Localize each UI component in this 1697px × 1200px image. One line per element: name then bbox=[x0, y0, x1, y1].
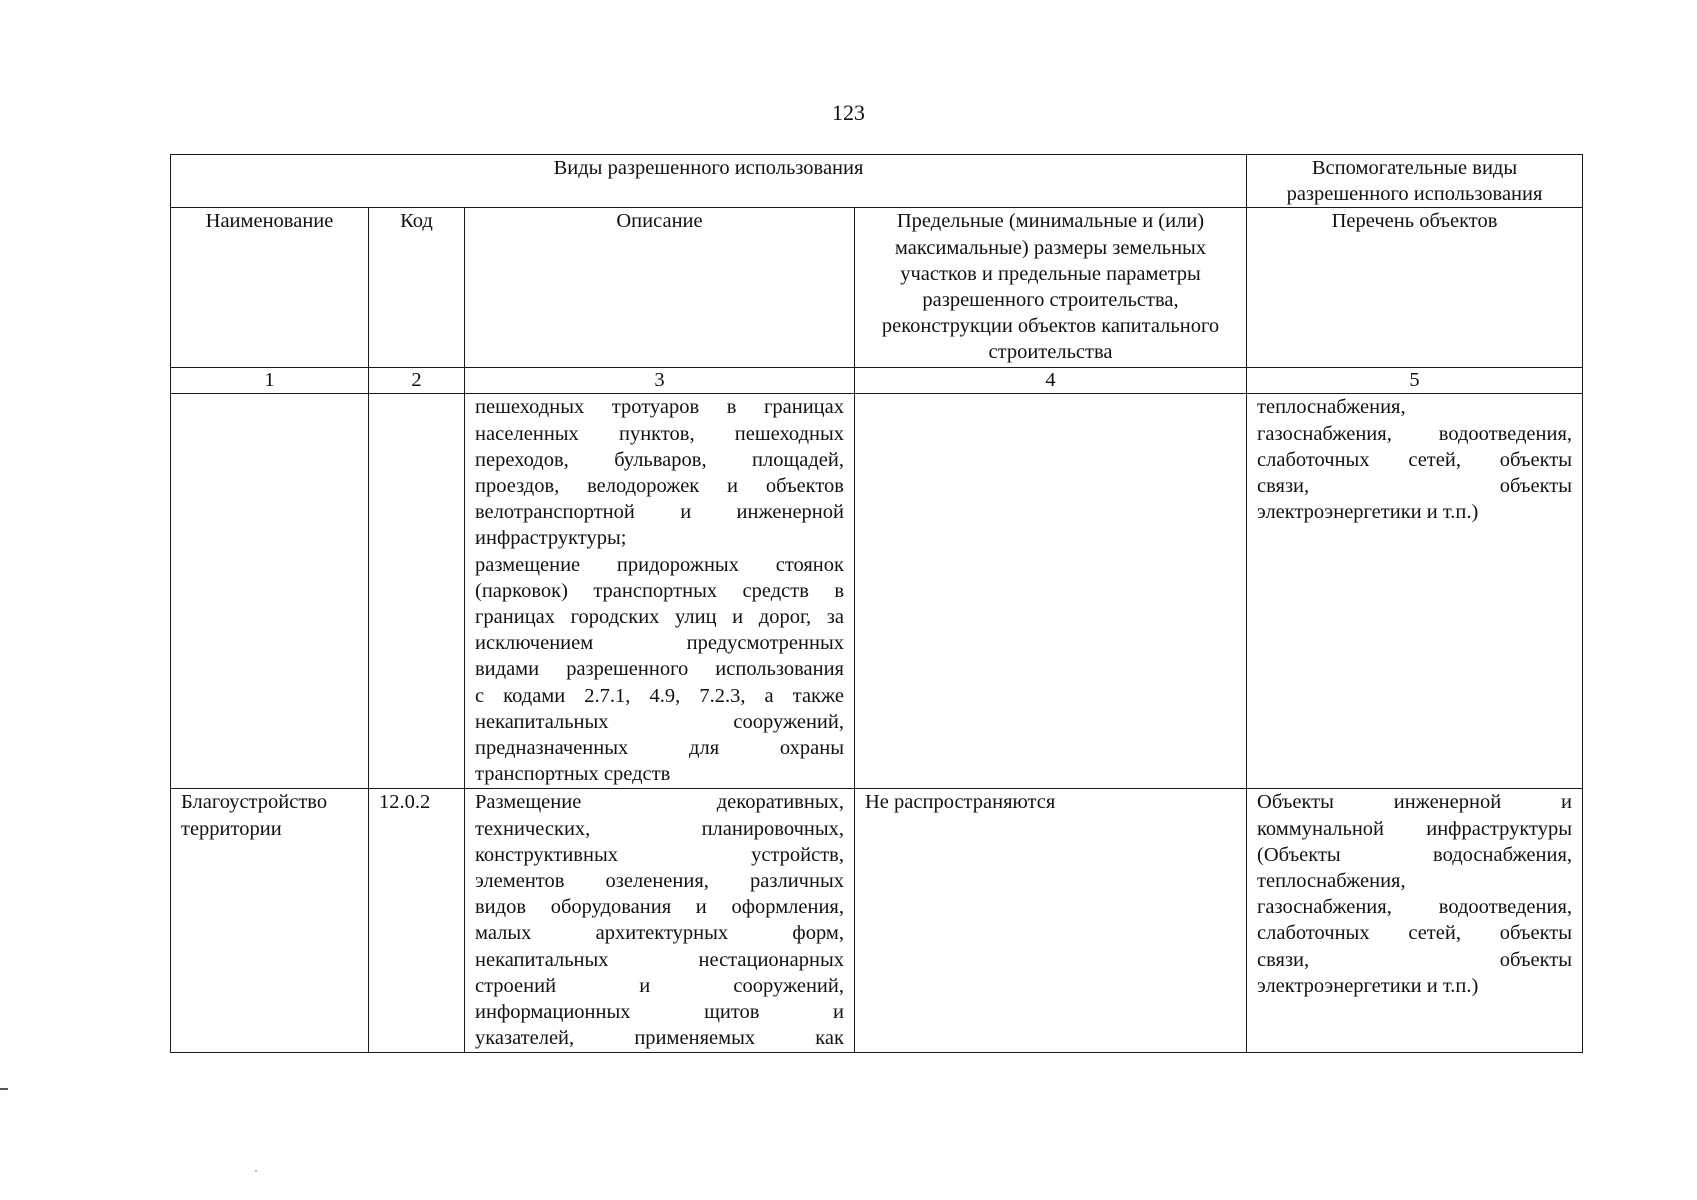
description-line: транспортных средств bbox=[475, 763, 671, 786]
description-line: переходов, бульваров, площадей, bbox=[475, 448, 844, 471]
description-line: населенных пунктов, пешеходных bbox=[475, 422, 844, 445]
scan-speck bbox=[255, 1170, 257, 1172]
description-line: технических, планировочных, bbox=[475, 817, 844, 840]
row-objects-cell bbox=[1247, 394, 1583, 789]
objects-line: слаботочных сетей, объекты bbox=[1257, 448, 1573, 471]
row-limits-cell: Не распространяются bbox=[855, 789, 1247, 1053]
description-line: строений и сооружений, bbox=[475, 974, 844, 997]
name-line: территории bbox=[181, 817, 282, 840]
row-name-cell bbox=[171, 394, 369, 789]
objects-line: теплоснабжения, bbox=[1257, 870, 1406, 893]
page-number: 123 bbox=[832, 100, 865, 125]
row-code-cell: 12.0.2 bbox=[369, 789, 465, 1053]
description-line: видами разрешенного использования bbox=[475, 658, 844, 681]
description-line: инфраструктуры; bbox=[475, 527, 627, 550]
description-line: Размещение декоративных, bbox=[475, 791, 844, 814]
header-group-row bbox=[171, 155, 1583, 208]
row-name-cell bbox=[171, 789, 369, 1053]
column-header-objects: Перечень объектов bbox=[1247, 208, 1583, 368]
objects-line: Объекты инженерной и bbox=[1257, 791, 1573, 814]
row-limits-cell bbox=[855, 394, 1247, 789]
description-line: (парковок) транспортных средств в bbox=[475, 579, 844, 602]
description-line: видов оборудования и оформления, bbox=[475, 896, 844, 919]
column-number: 1 bbox=[171, 368, 369, 394]
description-line: велотранспортной и инженерной bbox=[475, 501, 844, 524]
margin-mark bbox=[0, 1088, 8, 1090]
description-line: размещение придорожных стоянок bbox=[475, 553, 844, 576]
land-use-table bbox=[170, 154, 1583, 1053]
description-line: конструктивных устройств, bbox=[475, 843, 844, 866]
objects-line: связи, объекты bbox=[1257, 475, 1573, 498]
objects-line: электроэнергетики и т.п.) bbox=[1257, 974, 1479, 997]
header-auxiliary-uses: Вспомогательные виды разрешенного использования bbox=[1247, 155, 1583, 208]
column-number: 2 bbox=[369, 368, 465, 394]
row-description-cell bbox=[465, 789, 855, 1053]
description-line: предназначенных для охраны bbox=[475, 737, 844, 760]
column-number: 5 bbox=[1247, 368, 1583, 394]
description-line: некапитальных нестационарных bbox=[475, 948, 844, 971]
table-row bbox=[171, 789, 1583, 1053]
column-header-limits: Предельные (минимальные и (или) максимальные) размеры земельных участков и предельные параметры разрешенного строительства, реконструкции объектов капитального строительства bbox=[855, 208, 1247, 368]
objects-line: связи, объекты bbox=[1257, 948, 1573, 971]
description-line: малых архитектурных форм, bbox=[475, 922, 844, 945]
description-line: пешеходных тротуаров в границах bbox=[475, 396, 844, 419]
objects-line: коммунальной инфраструктуры bbox=[1257, 817, 1573, 840]
objects-line: газоснабжения, водоотведения, bbox=[1257, 896, 1573, 919]
description-line: границах городских улиц и дорог, за bbox=[475, 606, 844, 629]
column-header-code: Код bbox=[369, 208, 465, 368]
header-permitted-uses: Виды разрешенного использования bbox=[171, 155, 1247, 208]
description-line: информационных щитов и bbox=[475, 1001, 844, 1024]
description-line: с кодами 2.7.1, 4.9, 7.2.3, а также bbox=[475, 684, 844, 707]
row-objects-cell bbox=[1247, 789, 1583, 1053]
column-header-row bbox=[171, 208, 1583, 368]
description-line: элементов озеленения, различных bbox=[475, 870, 844, 893]
objects-line: слаботочных сетей, объекты bbox=[1257, 922, 1573, 945]
objects-line: электроэнергетики и т.п.) bbox=[1257, 501, 1479, 524]
column-header-name: Наименование bbox=[171, 208, 369, 368]
description-line: проездов, велодорожек и объектов bbox=[475, 475, 844, 498]
description-line: некапитальных сооружений, bbox=[475, 710, 844, 733]
description-line: исключением предусмотренных bbox=[475, 632, 844, 655]
column-number: 4 bbox=[855, 368, 1247, 394]
column-number-row bbox=[171, 368, 1583, 394]
objects-line: газоснабжения, водоотведения, bbox=[1257, 422, 1573, 445]
objects-line: (Объекты водоснабжения, bbox=[1257, 843, 1573, 866]
name-line: Благоустройство bbox=[181, 791, 328, 814]
column-header-description: Описание bbox=[465, 208, 855, 368]
table-row bbox=[171, 394, 1583, 789]
column-number: 3 bbox=[465, 368, 855, 394]
row-description-cell bbox=[465, 394, 855, 789]
description-line: указателей, применяемых как bbox=[475, 1027, 844, 1050]
objects-line: теплоснабжения, bbox=[1257, 396, 1406, 419]
row-code-cell bbox=[369, 394, 465, 789]
